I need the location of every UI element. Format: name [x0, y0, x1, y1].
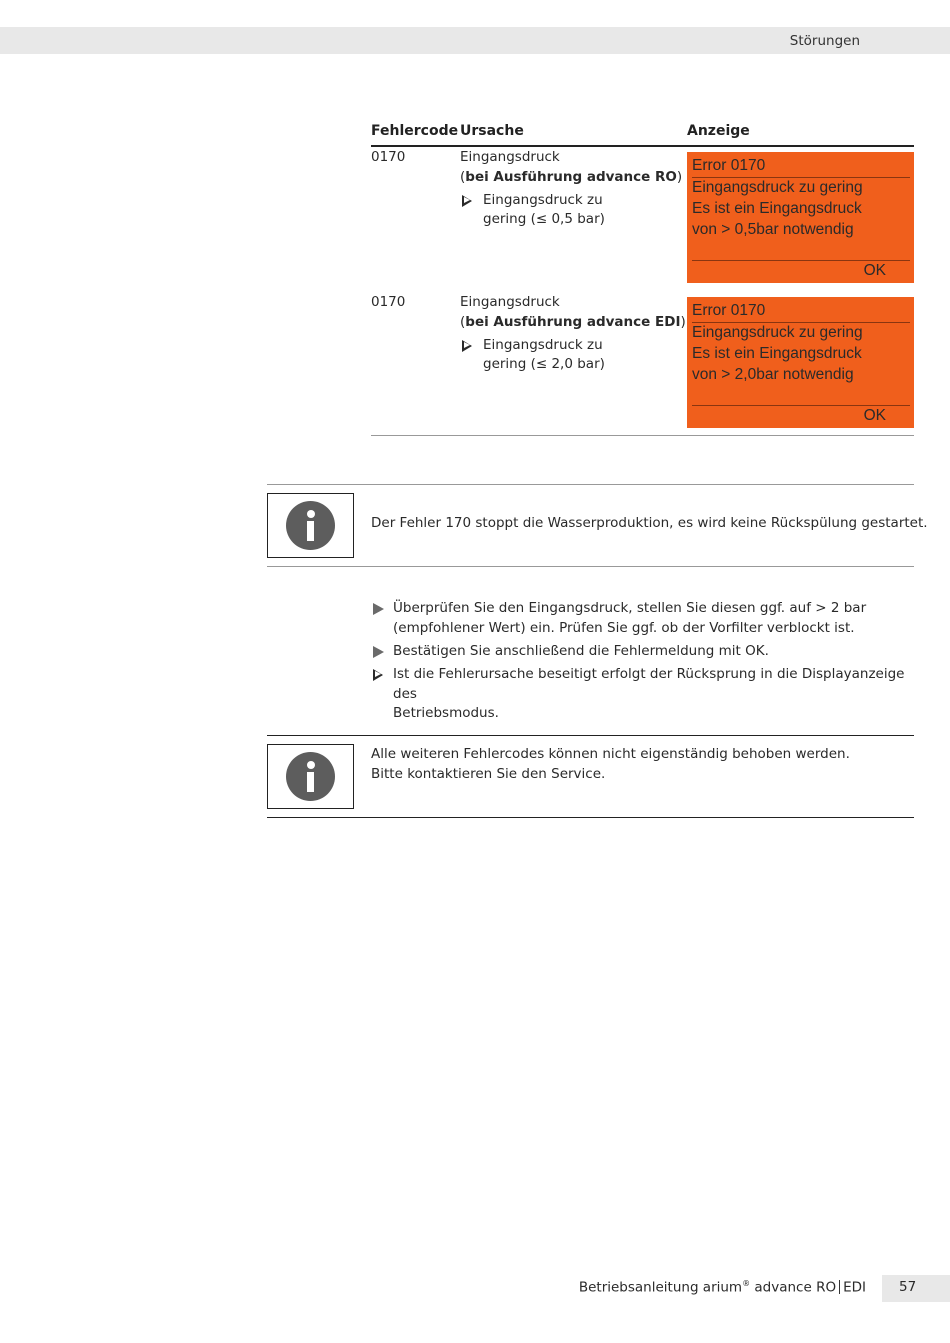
step-line: Bestätigen Sie anschließend die Fehlermeldung mit OK.: [393, 643, 769, 659]
error-display-edi: [687, 297, 914, 428]
note-line: Alle weiteren Fehlercodes können nicht eigenständig behoben werden.: [371, 746, 850, 762]
note-bottom-rule: [267, 817, 914, 818]
action-arrow-icon: [373, 603, 384, 615]
footer-doc-title: Betriebsanleitung arium® advance RO EDI: [578, 1279, 866, 1296]
display-line3: von > 2,0bar notwendig: [692, 366, 854, 383]
display-divider: [692, 405, 910, 406]
error-code: 0170: [371, 294, 406, 310]
display-line2: Es ist ein Eingangsdruck: [692, 345, 862, 362]
info-icon: [286, 501, 335, 550]
step-text: [393, 642, 913, 662]
section-title: Störungen: [789, 33, 860, 49]
step-text: [393, 665, 913, 724]
cause-title: Eingangsdruck: [460, 149, 560, 165]
column-header-cause: Ursache: [460, 123, 524, 139]
display-divider: [692, 260, 910, 261]
page-number-box: [882, 1275, 950, 1302]
step-line: Betriebsmodus.: [393, 705, 499, 721]
action-arrow-icon: [373, 646, 384, 658]
column-header-code: Fehlercode: [371, 123, 459, 139]
display-line1: Eingangsdruck zu gering: [692, 324, 863, 341]
cause-variant: (bei Ausführung advance RO): [460, 169, 683, 185]
result-arrow-icon: [373, 669, 383, 681]
table-header-rule: [371, 145, 914, 147]
cause-detail-line1: Eingangsdruck zu: [483, 192, 603, 208]
note-top-rule: [267, 484, 914, 485]
display-line3: von > 0,5bar notwendig: [692, 221, 854, 238]
note-text: [371, 745, 850, 784]
display-title: Error 0170: [692, 302, 766, 319]
display-ok-button: OK: [863, 407, 886, 424]
display-title: Error 0170: [692, 157, 766, 174]
table-bottom-rule: [371, 435, 914, 436]
result-arrow-icon: [462, 195, 472, 207]
page-number: 57: [899, 1279, 917, 1295]
step-line: (empfohlener Wert) ein. Prüfen Sie ggf. ob der Vorfilter verblockt ist.: [393, 619, 855, 636]
error-code: 0170: [371, 149, 406, 165]
note-top-rule: [267, 735, 914, 736]
error-display-ro: [687, 152, 914, 283]
info-box: [267, 744, 354, 809]
step-line: Überprüfen Sie den Eingangsdruck, stellen Sie diesen ggf. auf > 2 bar: [393, 600, 867, 616]
info-icon: [286, 752, 335, 801]
result-arrow-icon: [462, 340, 472, 352]
cause-detail-line2: gering (≤ 0,5 bar): [483, 211, 605, 227]
display-line1: Eingangsdruck zu gering: [692, 179, 863, 196]
cause-variant: (bei Ausführung advance EDI): [460, 314, 686, 330]
note-line: Bitte kontaktieren Sie den Service.: [371, 765, 606, 782]
note-text: Der Fehler 170 stoppt die Wasserproduktion, es wird keine Rückspülung gestartet.: [371, 515, 928, 531]
cause-detail-line1: Eingangsdruck zu: [483, 337, 603, 353]
step-line: Ist die Fehlerursache beseitigt erfolgt der Rücksprung in die Displayanzeige des: [393, 666, 905, 702]
display-divider: [692, 177, 910, 178]
step-text: [393, 599, 913, 638]
note-bottom-rule: [267, 566, 914, 567]
display-divider: [692, 322, 910, 323]
cause-detail-line2: gering (≤ 2,0 bar): [483, 356, 605, 372]
cause-title: Eingangsdruck: [460, 294, 560, 310]
column-header-display: Anzeige: [687, 123, 750, 139]
display-line2: Es ist ein Eingangsdruck: [692, 200, 862, 217]
display-ok-button: OK: [863, 262, 886, 279]
info-box: [267, 493, 354, 558]
footer-separator: [839, 1280, 840, 1294]
